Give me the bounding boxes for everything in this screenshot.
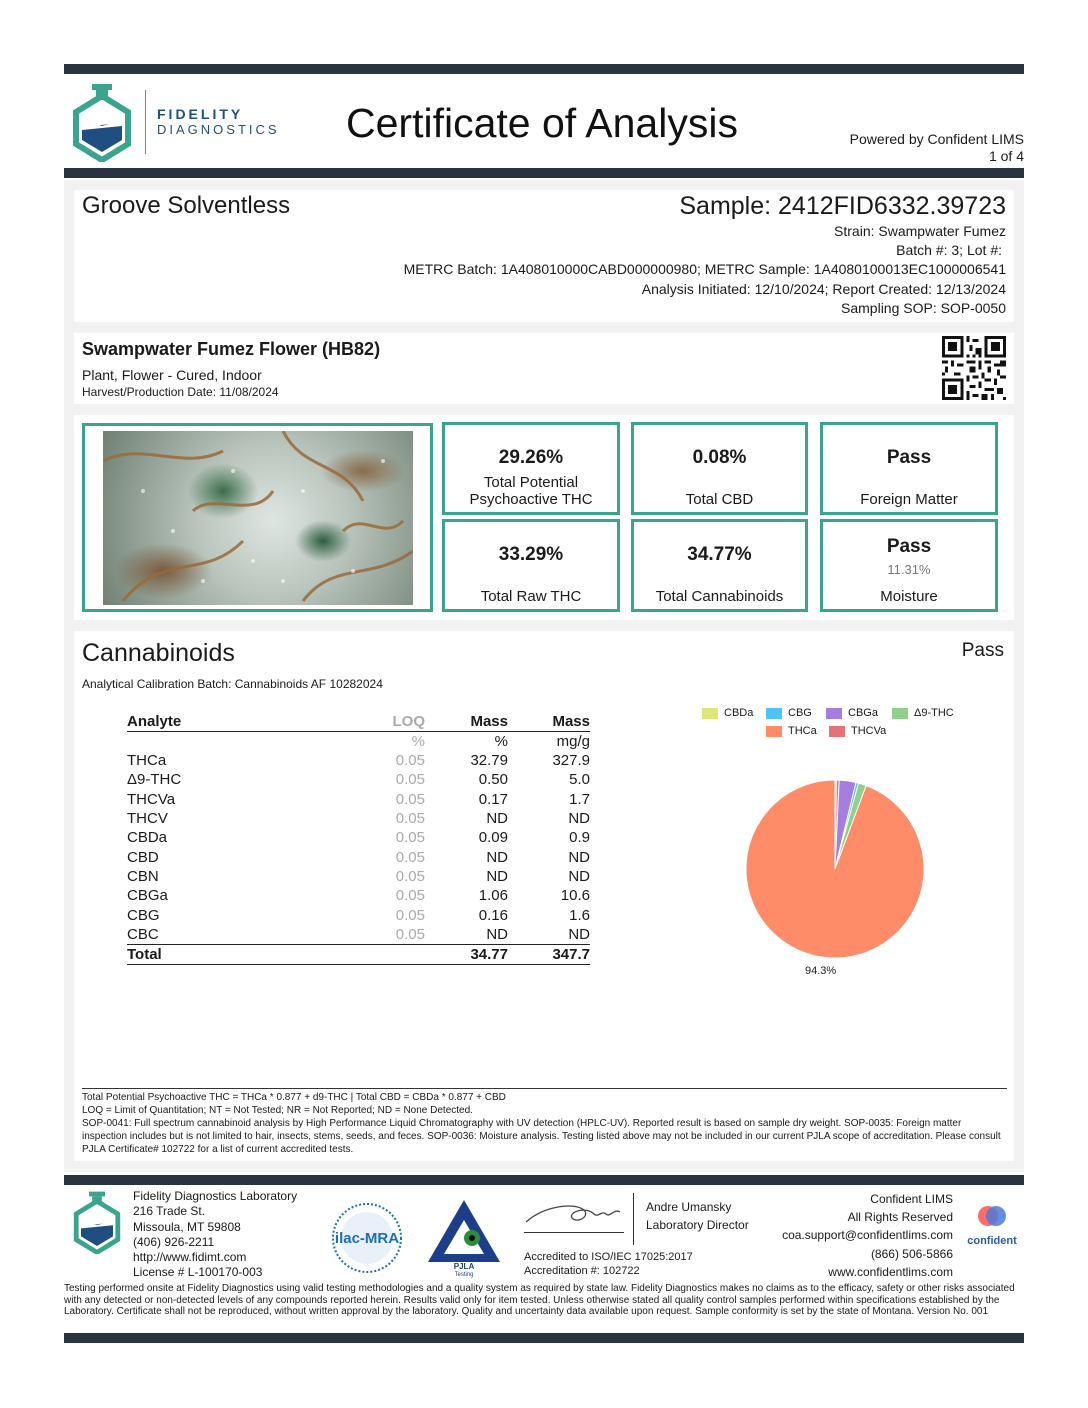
cannabinoid-pie-chart: [740, 772, 930, 966]
legend-item: [892, 707, 954, 719]
notes-divider: [82, 1088, 1007, 1089]
header-bottom-bar: [64, 168, 1024, 178]
confident-name: Confident LIMS: [870, 1192, 953, 1206]
cell-mass-mg: 10.6: [560, 887, 590, 905]
card-value: 0.08%: [692, 447, 747, 468]
note-line-1: Total Potential Psychoactive THC = THCa * 0.877 + d9-THC | Total CBD = CBDa * 0.877 + CBD: [82, 1092, 506, 1103]
legend-item: [826, 707, 878, 719]
cell-loq: 0.05: [395, 925, 425, 943]
cannabinoids-table: [127, 712, 590, 965]
product-photo-frame: [82, 423, 433, 612]
card-foreign-matter: [820, 422, 998, 515]
cell-loq: 0.05: [395, 771, 425, 789]
card-value: 33.29%: [498, 544, 564, 565]
legend-item: [766, 707, 812, 719]
cell-loq: 0.05: [395, 848, 425, 866]
total-mass-mg: 347.7: [508, 944, 590, 964]
strain: Strain: Swampwater Fumez: [834, 223, 1006, 239]
cannabinoids-title: Cannabinoids: [82, 639, 235, 667]
pie-data-label: 94.3%: [805, 965, 837, 977]
total-mass-pct: 34.77: [425, 944, 508, 964]
cell-mass-mg: 1.6: [569, 906, 590, 924]
cell-mass-pct: 0.50: [478, 771, 508, 789]
client-name: Groove Solventless: [82, 192, 291, 219]
table-row: [127, 847, 590, 866]
total-loq: [327, 944, 425, 964]
cell-mass-mg: ND: [568, 925, 590, 943]
product-photo: [103, 431, 413, 605]
legend-label: Δ9-THC: [914, 707, 954, 719]
batch-lot: Batch #: 3; Lot #:: [896, 242, 1002, 258]
cell-mass-pct: 0.16: [478, 906, 508, 924]
table-total-row: [127, 944, 590, 964]
legend-label: THCVa: [851, 725, 887, 737]
confident-info: [782, 1190, 953, 1281]
cell-analyte: Δ9-THC: [127, 771, 182, 789]
cell-mass-mg: 1.7: [569, 790, 590, 808]
card-label: Total Cannabinoids: [655, 588, 784, 605]
signature-divider: [633, 1193, 634, 1245]
signature-line: [524, 1232, 624, 1233]
lab-phone: (406) 926-2211: [133, 1234, 215, 1249]
page-title: Certificate of Analysis: [346, 100, 738, 146]
legend-label: CBDa: [724, 707, 754, 719]
table-row: [127, 790, 590, 809]
legend-item: [829, 725, 886, 737]
cell-analyte: THCa: [127, 752, 167, 770]
cell-loq: 0.05: [395, 887, 425, 905]
cell-analyte: CBDa: [127, 829, 168, 847]
logo-text-2: DIAGNOSTICS: [157, 122, 280, 137]
cell-loq: 0.05: [395, 810, 425, 828]
table-row: [127, 905, 590, 924]
lab-website[interactable]: http://www.fidimt.com: [133, 1250, 247, 1265]
cell-loq: 0.05: [395, 867, 425, 885]
col-mass-mg: Mass: [508, 712, 590, 732]
units-row: % % mg/g: [411, 733, 590, 750]
cell-mass-pct: ND: [486, 810, 508, 828]
cell-mass-mg: 0.9: [569, 829, 590, 847]
page-number: 1 of 4: [988, 148, 1024, 164]
card-value: 29.26%: [498, 447, 564, 468]
total-label: Total: [127, 944, 327, 964]
director-name: Andre Umansky: [646, 1200, 732, 1214]
lab-address-2: Missoula, MT 59808: [133, 1219, 241, 1234]
calibration-batch: Analytical Calibration Batch: Cannabinoids AF 10282024: [82, 677, 383, 691]
top-bar: [64, 64, 1024, 74]
card-value: Pass: [886, 536, 932, 557]
card-value: 34.77%: [687, 544, 752, 565]
analysis-dates: Analysis Initiated: 12/10/2024; Report Created: 12/13/2024: [641, 281, 1006, 297]
legend-swatch: [766, 726, 782, 737]
table-row: [127, 751, 590, 770]
legend-label: THCa: [788, 725, 817, 737]
product-panel: [74, 333, 1014, 404]
cell-mass-mg: 5.0: [569, 771, 590, 789]
legend-item: [702, 707, 753, 719]
cell-mass-pct: 1.06: [478, 887, 508, 905]
harvest-date: Harvest/Production Date: 11/08/2024: [82, 385, 279, 399]
col-loq: LOQ: [327, 712, 425, 732]
card-label: Total Potential Psychoactive THC: [469, 474, 593, 508]
card-total-cbd: [631, 422, 808, 515]
confident-rights: All Rights Reserved: [847, 1210, 953, 1225]
cell-mass-mg: ND: [568, 810, 590, 828]
note-line-2: LOQ = Limit of Quantitation; NT = Not Tested; NR = Not Reported; ND = None Detected.: [82, 1105, 473, 1116]
cell-loq: 0.05: [395, 906, 425, 924]
legend-swatch: [892, 708, 908, 719]
cell-analyte: CBN: [127, 867, 159, 885]
cell-loq: 0.05: [395, 790, 425, 808]
footer-fidelity-logo: [70, 1190, 124, 1254]
cell-mass-mg: 327.9: [552, 752, 590, 770]
sample-id: Sample: 2412FID6332.39723: [679, 192, 1006, 220]
table-row: [127, 886, 590, 905]
disclaimer: Testing performed onsite at Fidelity Diagnostics using valid testing methodologies and a quality system as required by state law. Fidelity Diagnostics makes no claims as to the efficacy, safety or other risks associated with any detected or non-detected levels of any compounds reported herein. Results valid only for item tested. Unless otherwise stated all quality control samples performed within specifications established by the Laboratory. Certificate shall not be reproduced, without written approval by the laboratory. Quality and uncertainty data available upon request. Sample conformity is set by the state of Montana. Version No. 001: [64, 1283, 1015, 1317]
note-line-3: SOP-0041: Full spectrum cannabinoid analysis by High Performance Liquid Chromatography with UV detection (HPLC-UV). Reported result is based on sample dry weight. SOP-0035: Foreign matter inspection includes but is not limited to hair, insects, stems, seeds, and feces. SOP-0036: Moisture analysis. Testing listed above may not be included in our current PJLA scope of accreditation. Please consult PJLA Certificate# 102722 for a list of current accredited tests.: [82, 1118, 1001, 1155]
cell-mass-pct: 32.79: [470, 752, 508, 770]
footer-top-bar: [64, 1175, 1024, 1185]
legend-label: CBG: [788, 707, 812, 719]
table-row: [127, 828, 590, 847]
cell-mass-pct: 0.09: [478, 829, 508, 847]
pjla-logo: [424, 1198, 504, 1278]
cell-mass-mg: ND: [568, 848, 590, 866]
confident-logo-text: confident: [967, 1235, 1017, 1247]
accreditation-number: Accreditation #: 102722: [524, 1265, 640, 1277]
product-type: Plant, Flower - Cured, Indoor: [82, 367, 262, 383]
pie-slice: [746, 780, 924, 958]
cell-mass-pct: ND: [486, 848, 508, 866]
pjla-sub-text: Testing: [454, 1272, 474, 1278]
pjla-text: PJLA: [453, 1262, 475, 1271]
client-panel: [74, 190, 1014, 322]
cannabinoids-status: Pass: [961, 640, 1004, 661]
ilac-text: ilac-MRA: [334, 1230, 400, 1247]
legend-swatch: [766, 708, 782, 719]
cell-loq: 0.05: [395, 829, 425, 847]
confident-logo: [964, 1202, 1020, 1248]
cell-analyte: CBD: [127, 848, 159, 866]
table-row: [127, 925, 590, 945]
fidelity-logo: [70, 82, 134, 162]
cell-mass-pct: 0.17: [478, 790, 508, 808]
col-analyte: Analyte: [127, 712, 327, 732]
table-header-row: [127, 712, 590, 732]
col-mass-pct: Mass: [425, 712, 508, 732]
legend-item: [766, 725, 817, 737]
card-label: Moisture: [880, 588, 938, 605]
table-row: [127, 809, 590, 828]
card-label: Total Raw THC: [480, 588, 582, 605]
card-moisture: [820, 519, 998, 612]
cell-analyte: CBGa: [127, 887, 168, 905]
cell-loq: 0.05: [395, 752, 425, 770]
card-value: Pass: [886, 447, 932, 468]
lab-address-1: 216 Trade St.: [133, 1204, 206, 1219]
logo-text-1: FIDELITY: [157, 106, 244, 122]
card-label: Total CBD: [685, 491, 754, 508]
confident-phone: (866) 506-5866: [870, 1246, 953, 1261]
product-name: Swampwater Fumez Flower (HB82): [82, 339, 381, 359]
card-total-thc: [442, 422, 620, 515]
card-label: Foreign Matter: [860, 491, 958, 508]
legend-swatch: [702, 708, 718, 719]
powered-by: Powered by Confident LIMS: [849, 131, 1024, 147]
confident-website[interactable]: www.confidentlims.com: [828, 1264, 953, 1279]
qr-code-icon[interactable]: [942, 336, 1006, 400]
footer-lab-info: [133, 1189, 297, 1281]
confident-email[interactable]: coa.support@confidentlims.com: [782, 1228, 953, 1243]
table-row: [127, 867, 590, 886]
accredited-iso: Accredited to ISO/IEC 17025:2017: [524, 1251, 693, 1263]
cell-mass-mg: ND: [568, 867, 590, 885]
card-total-raw-thc: [442, 519, 620, 612]
lab-name: Fidelity Diagnostics Laboratory: [133, 1189, 298, 1203]
cell-analyte: THCVa: [127, 790, 176, 808]
sampling-sop: Sampling SOP: SOP-0050: [841, 300, 1006, 316]
metrc-info: METRC Batch: 1A408010000CABD000000980; METRC Sample: 1A4080100013EC1000006541: [403, 261, 1006, 277]
cell-mass-pct: ND: [486, 925, 508, 943]
cell-mass-pct: ND: [486, 867, 508, 885]
ilac-mra-logo: [328, 1202, 406, 1274]
director-signature: [524, 1196, 624, 1230]
card-total-cannabinoids: [631, 519, 808, 612]
logo-divider: [145, 90, 146, 154]
card-sub-value: 11.31%: [887, 562, 931, 577]
cell-analyte: CBG: [127, 906, 160, 924]
cell-analyte: CBC: [127, 925, 159, 943]
director-title: Laboratory Director: [646, 1218, 749, 1232]
legend-swatch: [829, 726, 845, 737]
footer-bottom-bar: [64, 1333, 1024, 1343]
legend-label: CBGa: [848, 707, 878, 719]
cell-analyte: THCV: [127, 810, 168, 828]
legend-swatch: [826, 708, 842, 719]
lab-license: License # L-100170-003: [133, 1265, 263, 1280]
table-row: [127, 770, 590, 789]
